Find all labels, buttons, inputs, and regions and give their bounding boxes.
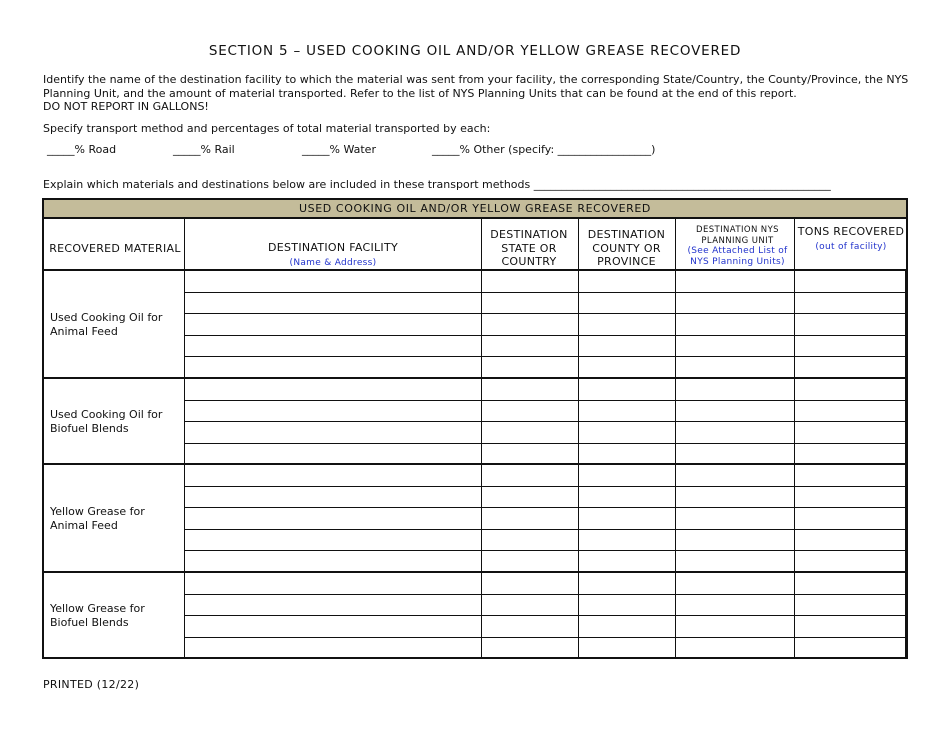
table-entry-cell[interactable] bbox=[185, 379, 481, 399]
table-entry-cell[interactable] bbox=[795, 551, 905, 571]
table-entry-cell[interactable] bbox=[185, 508, 481, 528]
table-entry-cell[interactable] bbox=[482, 379, 578, 399]
table-entry-cell[interactable] bbox=[795, 465, 905, 485]
table-entry-cell[interactable] bbox=[676, 595, 794, 615]
table-entry-cell[interactable] bbox=[676, 357, 794, 377]
table-entry-cell[interactable] bbox=[579, 595, 675, 615]
header-recovered-material: RECOVERED MATERIAL bbox=[49, 242, 181, 255]
water-percent-field[interactable]: _____% Water bbox=[302, 143, 376, 156]
instructions-line-2: Planning Unit, and the amount of material transported. Refer to the list of NYS Planning Units that can be found at the end of this report. bbox=[43, 86, 797, 100]
table-entry-cell[interactable] bbox=[185, 314, 481, 334]
table-band-title: USED COOKING OIL AND/OR YELLOW GREASE RECOVERED bbox=[44, 200, 906, 219]
transport-instructions: Specify transport method and percentages of total material transported by each: bbox=[43, 122, 491, 135]
table-entry-cell[interactable] bbox=[795, 595, 905, 615]
table-entry-cell[interactable] bbox=[579, 314, 675, 334]
table-entry-cell[interactable] bbox=[185, 638, 481, 658]
table-entry-cell[interactable] bbox=[185, 336, 481, 356]
table-entry-cell[interactable] bbox=[482, 595, 578, 615]
instructions bbox=[43, 73, 923, 114]
table-entry-cell[interactable] bbox=[579, 638, 675, 658]
table-entry-cell[interactable] bbox=[579, 616, 675, 636]
table-entry-cell[interactable] bbox=[676, 508, 794, 528]
table-entry-cell[interactable] bbox=[579, 487, 675, 507]
header-facility-label: DESTINATION FACILITY bbox=[268, 241, 398, 254]
table-entry-cell[interactable] bbox=[795, 616, 905, 636]
table-entry-cell[interactable] bbox=[579, 293, 675, 313]
header-tons-recovered bbox=[796, 225, 906, 253]
header-divider bbox=[184, 219, 185, 270]
header-divider bbox=[578, 219, 579, 270]
table-entry-cell[interactable] bbox=[795, 271, 905, 291]
table-entry-cell[interactable] bbox=[676, 616, 794, 636]
material-yellow-grease-biofuel: Yellow Grease for Biofuel Blends bbox=[50, 602, 145, 629]
table-entry-cell[interactable] bbox=[482, 422, 578, 442]
table-entry-cell[interactable] bbox=[482, 573, 578, 593]
table-entry-cell[interactable] bbox=[579, 551, 675, 571]
table-entry-cell[interactable] bbox=[185, 444, 481, 464]
table-entry-cell[interactable] bbox=[579, 379, 675, 399]
material-yellow-grease-animal-feed: Yellow Grease for Animal Feed bbox=[50, 505, 145, 532]
table-entry-cell[interactable] bbox=[482, 314, 578, 334]
table-entry-cell[interactable] bbox=[676, 271, 794, 291]
header-divider bbox=[481, 219, 482, 270]
table-entry-cell[interactable] bbox=[579, 422, 675, 442]
table-entry-cell[interactable] bbox=[676, 336, 794, 356]
table-entry-cell[interactable] bbox=[795, 508, 905, 528]
table-entry-cell[interactable] bbox=[795, 293, 905, 313]
table-entry-cell[interactable] bbox=[185, 595, 481, 615]
table-entry-cell[interactable] bbox=[185, 465, 481, 485]
table-entry-cell[interactable] bbox=[676, 422, 794, 442]
table-entry-cell[interactable] bbox=[676, 573, 794, 593]
table-entry-cell[interactable] bbox=[185, 271, 481, 291]
header-planning-label: DESTINATION NYS PLANNING UNIT bbox=[696, 225, 779, 246]
table-entry-cell[interactable] bbox=[185, 487, 481, 507]
table-entry-cell[interactable] bbox=[482, 465, 578, 485]
table-entry-cell[interactable] bbox=[482, 271, 578, 291]
header-destination-facility bbox=[185, 241, 481, 269]
table-entry-cell[interactable] bbox=[482, 444, 578, 464]
table-entry-cell[interactable] bbox=[579, 465, 675, 485]
header-destination-state: DESTINATION STATE OR COUNTRY bbox=[490, 228, 568, 268]
table-entry-cell[interactable] bbox=[482, 487, 578, 507]
table-entry-cell[interactable] bbox=[579, 271, 675, 291]
table-entry-cell[interactable] bbox=[795, 314, 905, 334]
header-planning-note: (See Attached List of NYS Planning Units) bbox=[687, 246, 788, 267]
road-percent-field[interactable]: _____% Road bbox=[47, 143, 117, 156]
header-divider bbox=[675, 219, 676, 270]
header-tons-note: (out of facility) bbox=[815, 241, 887, 252]
table-entry-cell[interactable] bbox=[676, 551, 794, 571]
table-entry-cell[interactable] bbox=[579, 401, 675, 421]
header-destination-county: DESTINATION COUNTY OR PROVINCE bbox=[587, 228, 666, 268]
recovered-table bbox=[42, 198, 908, 659]
page-title: SECTION 5 – USED COOKING OIL AND/OR YELLOW GREASE RECOVERED bbox=[208, 43, 742, 59]
table-entry-cell[interactable] bbox=[676, 638, 794, 658]
table-entry-cell[interactable] bbox=[676, 379, 794, 399]
table-entry-cell[interactable] bbox=[676, 401, 794, 421]
table-entry-cell[interactable] bbox=[795, 336, 905, 356]
table-entry-cell[interactable] bbox=[185, 573, 481, 593]
table-entry-cell[interactable] bbox=[482, 508, 578, 528]
table-entry-cell[interactable] bbox=[795, 530, 905, 550]
table-entry-cell[interactable] bbox=[185, 551, 481, 571]
table-entry-cell[interactable] bbox=[795, 573, 905, 593]
table-entry-cell[interactable] bbox=[185, 357, 481, 377]
table-entry-cell[interactable] bbox=[579, 357, 675, 377]
table-entry-cell[interactable] bbox=[185, 616, 481, 636]
header-tons-label: TONS RECOVERED bbox=[797, 225, 905, 238]
table-entry-cell[interactable] bbox=[579, 530, 675, 550]
table-entry-cell[interactable] bbox=[482, 357, 578, 377]
table-entry-cell[interactable] bbox=[482, 401, 578, 421]
table-entry-cell[interactable] bbox=[676, 444, 794, 464]
table-entry-cell[interactable] bbox=[676, 487, 794, 507]
table-entry-cell[interactable] bbox=[579, 444, 675, 464]
table-entry-cell[interactable] bbox=[795, 487, 905, 507]
table-entry-cell[interactable] bbox=[795, 422, 905, 442]
table-entry-cell[interactable] bbox=[482, 638, 578, 658]
table-entry-cell[interactable] bbox=[482, 530, 578, 550]
table-entry-cell[interactable] bbox=[185, 422, 481, 442]
table-entry-cell[interactable] bbox=[185, 530, 481, 550]
instructions-warning: DO NOT REPORT IN GALLONS! bbox=[43, 100, 209, 113]
table-entry-cell[interactable] bbox=[795, 444, 905, 464]
table-entry-cell[interactable] bbox=[795, 379, 905, 399]
table-entry-cell[interactable] bbox=[482, 616, 578, 636]
table-entry-cell[interactable] bbox=[676, 530, 794, 550]
table-entry-cell[interactable] bbox=[795, 638, 905, 658]
table-entry-cell[interactable] bbox=[482, 551, 578, 571]
table-entry-cell[interactable] bbox=[579, 573, 675, 593]
table-entry-cell[interactable] bbox=[579, 336, 675, 356]
material-used-oil-animal-feed: Used Cooking Oil for Animal Feed bbox=[50, 311, 163, 338]
header-facility-note: (Name & Address) bbox=[289, 257, 377, 268]
explain-field[interactable]: Explain which materials and destinations below are included in these transport methods ______________________________________________________ bbox=[43, 178, 831, 191]
table-entry-cell[interactable] bbox=[482, 293, 578, 313]
header-divider bbox=[794, 219, 795, 270]
table-entry-cell[interactable] bbox=[185, 401, 481, 421]
printed-date: PRINTED (12/22) bbox=[43, 678, 140, 691]
table-entry-cell[interactable] bbox=[482, 336, 578, 356]
table-entry-cell[interactable] bbox=[676, 293, 794, 313]
instructions-line-1: Identify the name of the destination facility to which the material was sent from your facility, the corresponding State/Country, the County/Province, the NYS bbox=[43, 73, 909, 86]
table-entry-cell[interactable] bbox=[795, 401, 905, 421]
table-entry-cell[interactable] bbox=[185, 293, 481, 313]
table-entry-cell[interactable] bbox=[676, 465, 794, 485]
header-planning-unit bbox=[680, 225, 795, 268]
rail-percent-field[interactable]: _____% Rail bbox=[173, 143, 235, 156]
table-entry-cell[interactable] bbox=[676, 314, 794, 334]
table-entry-cell[interactable] bbox=[795, 357, 905, 377]
material-used-oil-biofuel: Used Cooking Oil for Biofuel Blends bbox=[50, 408, 163, 435]
other-percent-field[interactable]: _____% Other (specify: _________________) bbox=[432, 143, 656, 156]
table-entry-cell[interactable] bbox=[579, 508, 675, 528]
